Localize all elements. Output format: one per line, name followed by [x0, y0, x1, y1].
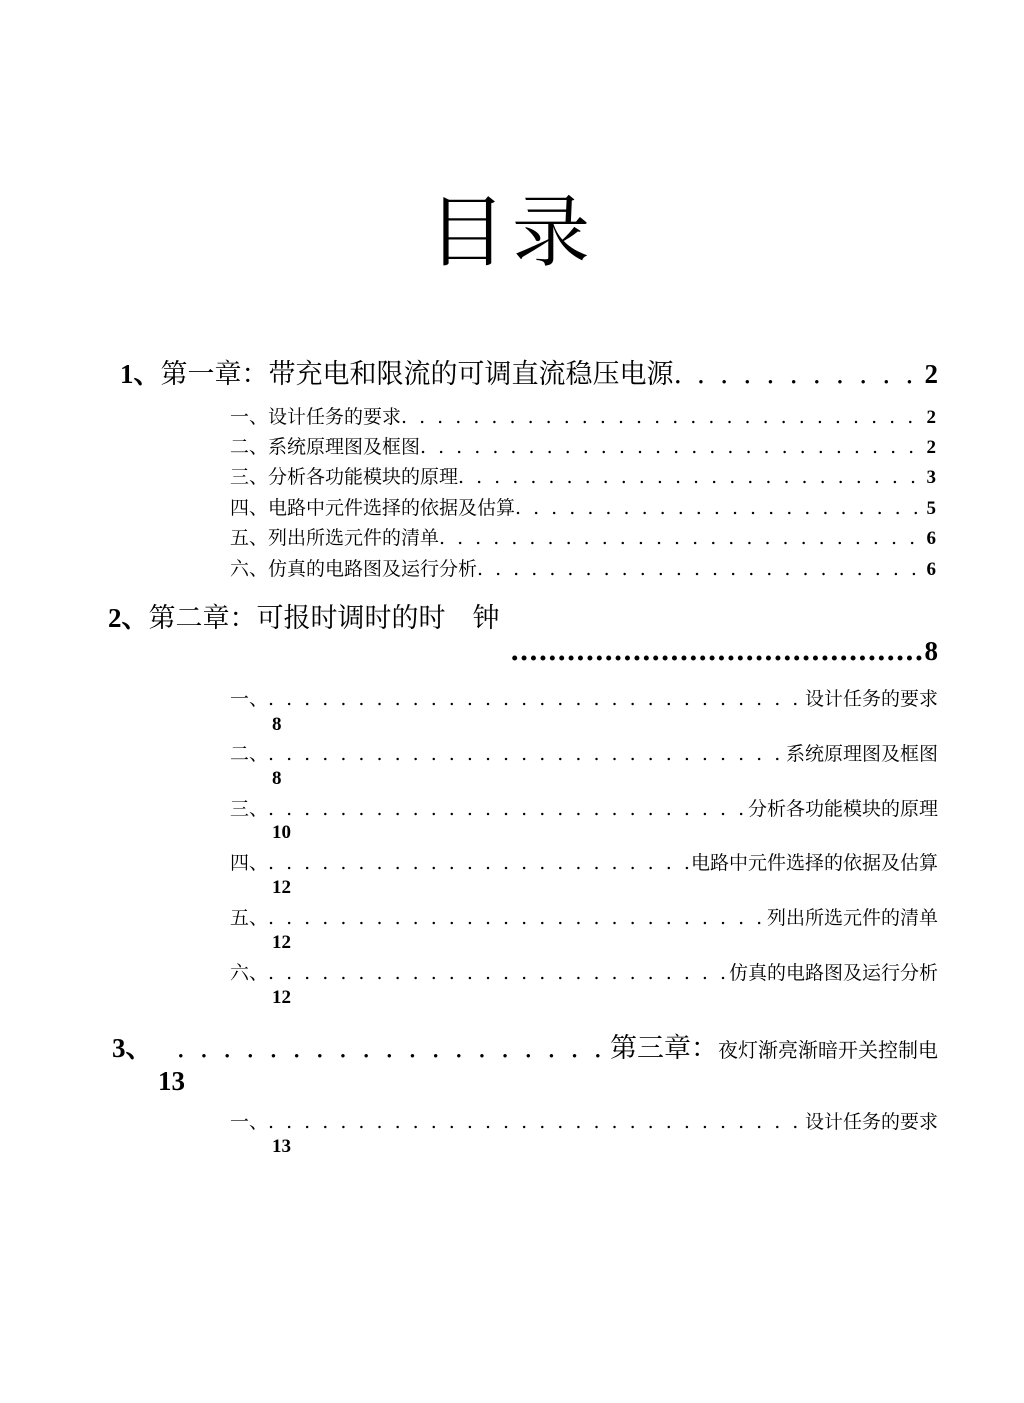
chapter-title: 第二章：可报时调时的时 钟 [148, 603, 500, 634]
dot-leader [439, 527, 926, 549]
page-number: 2 [924, 359, 938, 389]
page-number: 3 [926, 467, 936, 488]
chapter-number: 2、 [108, 603, 149, 633]
item-title: 系统原理图及框图 [785, 743, 938, 765]
page-number: 13 [272, 1136, 291, 1157]
item-title: 设计任务的要求 [804, 1111, 938, 1133]
toc-chapter-2-leader [510, 636, 938, 667]
item-number: 四、 [230, 852, 269, 874]
dot-leader [268, 798, 748, 820]
dot-leader [177, 1033, 611, 1064]
page-number: 6 [926, 528, 936, 549]
item-title: 列出所选元件的清单 [766, 907, 938, 929]
item-title: 四、电路中元件选择的依据及估算 [230, 497, 516, 519]
page-number: 6 [926, 559, 936, 580]
item-number: 三、 [230, 798, 269, 820]
dot-leader [268, 1111, 805, 1133]
dot-leader [401, 406, 926, 428]
page-number: 2 [926, 407, 936, 428]
page-number: 10 [272, 822, 291, 843]
item-title: 电路中元件选择的依据及估算 [690, 852, 938, 874]
item-title: 五、列出所选元件的清单 [230, 527, 440, 549]
toc-chapter-2[interactable] [108, 596, 500, 635]
page-number: 12 [272, 932, 291, 953]
page-number: 12 [272, 987, 291, 1008]
toc-item-2-4[interactable] [230, 848, 938, 875]
item-number: 一、 [230, 688, 269, 710]
toc-item-1-2[interactable] [230, 432, 936, 459]
toc-item-2-5[interactable] [230, 903, 938, 930]
chapter-title: 第一章：带充电和限流的可调直流稳压电源 [160, 359, 674, 390]
dot-leader [268, 743, 786, 765]
toc-item-3-1[interactable] [230, 1107, 938, 1134]
toc-item-1-5[interactable] [230, 523, 936, 550]
page-number: 5 [926, 498, 936, 519]
chapter-number: 3、 [112, 1033, 153, 1063]
item-number: 五、 [230, 907, 269, 929]
toc-item-2-2[interactable] [230, 739, 938, 766]
chapter-title: 第三章： [610, 1033, 718, 1064]
dot-leader [674, 359, 925, 390]
item-number: 一、 [230, 1111, 269, 1133]
item-title: 六、仿真的电路图及运行分析 [230, 558, 478, 580]
page-number: 2 [926, 437, 936, 458]
dot-leader [268, 962, 729, 984]
item-title: 一、设计任务的要求 [230, 406, 402, 428]
chapter-title-continued: 夜灯渐亮渐暗开关控制电 [718, 1038, 938, 1062]
toc-item-1-3[interactable] [230, 462, 936, 489]
dot-leader [510, 636, 925, 667]
page-number: 13 [158, 1066, 185, 1096]
toc-chapter-3[interactable] [112, 1026, 938, 1065]
item-title: 仿真的电路图及运行分析 [728, 962, 938, 984]
page-number: 8 [272, 768, 282, 789]
toc-chapter-1[interactable] [120, 352, 938, 391]
dot-leader [420, 436, 926, 458]
item-number: 二、 [230, 743, 269, 765]
toc-item-2-3[interactable] [230, 794, 938, 821]
item-title: 设计任务的要求 [804, 688, 938, 710]
page-number: 8 [272, 714, 282, 735]
dot-leader [477, 558, 926, 580]
toc-item-1-6[interactable] [230, 554, 936, 581]
item-number: 六、 [230, 962, 269, 984]
toc-item-2-6[interactable] [230, 958, 938, 985]
toc-item-1-1[interactable] [230, 402, 936, 429]
item-title: 三、分析各功能模块的原理 [230, 466, 459, 488]
toc-item-1-4[interactable] [230, 493, 936, 520]
chapter-number: 1、 [120, 359, 161, 389]
page-title: 目录 [427, 188, 596, 278]
page-number: 12 [272, 877, 291, 898]
page-number: 8 [924, 636, 938, 666]
dot-leader [458, 466, 926, 488]
dot-leader [268, 907, 767, 929]
toc-item-2-1[interactable] [230, 684, 938, 711]
item-title: 分析各功能模块的原理 [747, 798, 938, 820]
dot-leader [268, 852, 691, 874]
dot-leader [515, 497, 926, 519]
item-title: 二、系统原理图及框图 [230, 436, 421, 458]
dot-leader [268, 688, 805, 710]
